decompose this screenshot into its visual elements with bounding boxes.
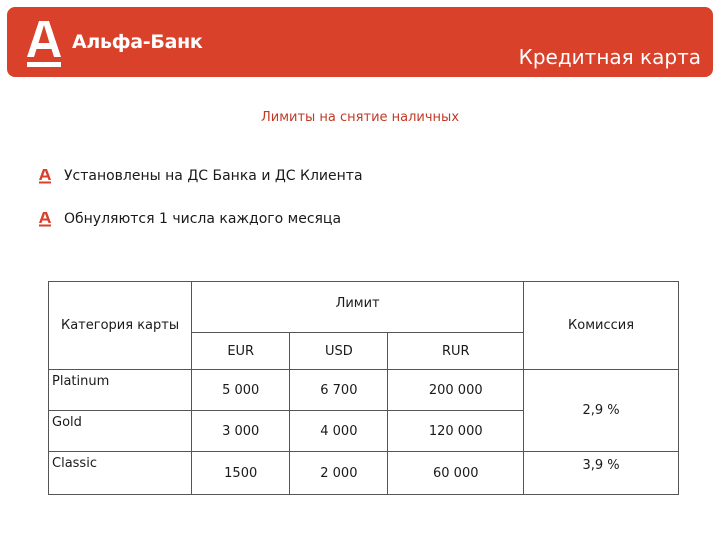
table-row	[49, 452, 679, 495]
bullet-text: Установлены на ДС Банка и ДС Клиента	[64, 168, 363, 184]
bullet-item	[38, 168, 363, 184]
brand-name: Альфа-Банк	[72, 31, 203, 53]
bullet-item	[38, 211, 341, 227]
cell-rur: 200 000	[388, 370, 524, 411]
cell-usd: 4 000	[290, 411, 388, 452]
header-limit: Лимит	[192, 282, 524, 333]
alfa-bank-logo-icon	[25, 17, 63, 69]
cell-rur: 120 000	[388, 411, 524, 452]
page-title: Кредитная карта	[518, 45, 701, 69]
cell-rur: 60 000	[388, 452, 524, 495]
alfa-a-bullet-icon	[38, 168, 52, 184]
cell-eur: 5 000	[192, 370, 290, 411]
header-banner	[7, 7, 713, 77]
header-category: Категория карты	[49, 282, 192, 370]
cell-commission: 2,9 %	[524, 370, 679, 452]
table-row	[49, 370, 679, 411]
cell-usd: 2 000	[290, 452, 388, 495]
header-currency-usd: USD	[290, 333, 388, 370]
alfa-a-bullet-icon	[38, 211, 52, 227]
header-currency-rur: RUR	[388, 333, 524, 370]
row-category: Classic	[49, 452, 192, 495]
cell-usd: 6 700	[290, 370, 388, 411]
header-commission: Комиссия	[524, 282, 679, 370]
bullet-text: Обнуляются 1 числа каждого месяца	[64, 211, 342, 227]
cell-eur: 1500	[192, 452, 290, 495]
header-currency-eur: EUR	[192, 333, 290, 370]
limits-table	[48, 281, 679, 495]
row-category: Platinum	[49, 370, 192, 411]
cell-eur: 3 000	[192, 411, 290, 452]
row-category: Gold	[49, 411, 192, 452]
section-subtitle: Лимиты на снятие наличных	[260, 110, 460, 125]
cell-commission: 3,9 %	[524, 452, 679, 495]
